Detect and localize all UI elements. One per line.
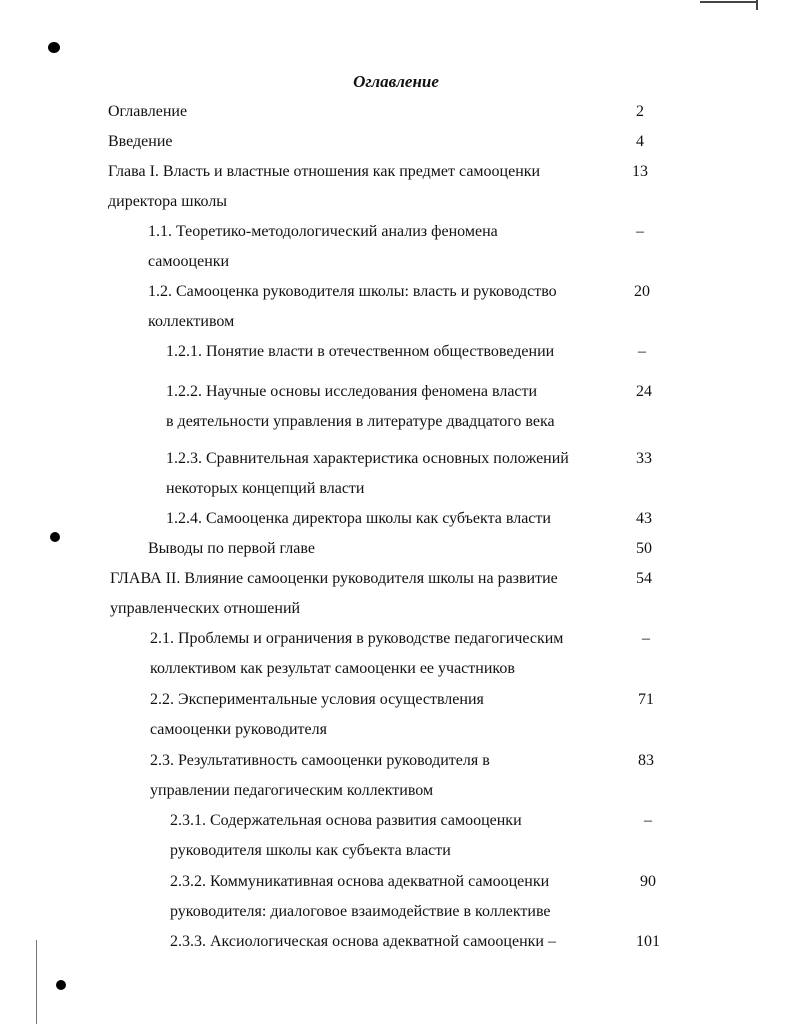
toc-entry-text: 2.3. Результативность самооценки руководителя в	[150, 752, 490, 769]
toc-entry-page: 90	[640, 873, 656, 890]
toc-entry-text: ГЛАВА II. Влияние самооценки руководителя школы на развитие	[110, 570, 558, 587]
toc-entry-text-cont: руководителя школы как субъекта власти	[170, 842, 451, 859]
toc-entry-text: Глава I. Власть и властные отношения как предмет самооценки	[108, 163, 541, 180]
toc-entry-text-cont: в деятельности управления в литературе двадцатого века	[166, 413, 555, 430]
toc-entry-text: 2.3.2. Коммуникативная основа адекватной самооценки	[170, 873, 550, 890]
toc-entry-text-cont: коллективом	[148, 313, 235, 330]
toc-entry-text-cont: управленческих отношений	[110, 600, 301, 617]
toc-entry-page: 83	[638, 752, 654, 769]
toc-title: Оглавление	[353, 72, 439, 91]
toc-entry-page: –	[638, 343, 646, 360]
toc-entry-text: 1.2. Самооценка руководителя школы: власть и руководство	[148, 283, 557, 300]
scan-spot	[48, 42, 60, 53]
toc-entry-text: Введение	[108, 133, 173, 150]
toc-entry-text-cont: некоторых концепций власти	[166, 480, 365, 497]
toc-entry-page: 33	[636, 450, 652, 467]
toc-entry-text: 2.2. Экспериментальные условия осуществления	[150, 691, 484, 708]
scan-edge-line	[700, 1, 756, 3]
scan-spot	[50, 532, 60, 542]
toc-entry-text-cont: управлении педагогическим коллективом	[150, 782, 434, 799]
toc-entry-page: 4	[636, 133, 644, 150]
toc-entry-text: 2.3.3. Аксиологическая основа адекватной самооценки –	[170, 933, 556, 950]
scan-margin-line	[36, 940, 37, 1024]
toc-entry-text: 1.2.3. Сравнительная характеристика основных положений	[166, 450, 569, 467]
scan-spot	[56, 980, 66, 990]
toc-entry-page: 50	[636, 540, 652, 557]
toc-entry-text-cont: самооценки	[148, 253, 230, 270]
toc-entry-page: 24	[636, 383, 652, 400]
toc-entry-page: 43	[636, 510, 652, 527]
toc-entry-text: 1.2.1. Понятие власти в отечественном обществоведении	[166, 343, 555, 360]
toc-entry-page: 2	[636, 103, 644, 120]
toc-entry-text: 2.3.1. Содержательная основа развития самооценки	[170, 812, 522, 829]
toc-entry-page: –	[644, 812, 652, 829]
toc-entry-text: 1.1. Теоретико-методологический анализ феномена	[148, 223, 498, 240]
toc-entry-text: 1.2.4. Самооценка директора школы как субъекта власти	[166, 510, 551, 527]
scan-edge-line	[756, 0, 758, 10]
toc-entry-page: –	[642, 630, 650, 647]
toc-entry-text: Оглавление	[108, 103, 188, 120]
toc-entry-page: –	[636, 223, 644, 240]
toc-entry-text-cont: самооценки руководителя	[150, 721, 327, 738]
toc-entry-text-cont: коллективом как результат самооценки ее участников	[150, 660, 515, 677]
toc-entry-text: 1.2.2. Научные основы исследования феномена власти	[166, 383, 538, 400]
toc-entry-page: 20	[634, 283, 650, 300]
toc-entry-page: 101	[636, 933, 660, 950]
toc-entry-text-cont: директора школы	[108, 193, 228, 210]
toc-entry-text-cont: руководителя: диалоговое взаимодействие в коллективе	[170, 903, 551, 920]
toc-entry-text: 2.1. Проблемы и ограничения в руководстве педагогическим	[150, 630, 564, 647]
toc-entry-page: 13	[632, 163, 648, 180]
toc-entry-page: 71	[638, 691, 654, 708]
toc-entry-text: Выводы по первой главе	[148, 540, 315, 557]
toc-entry-page: 54	[636, 570, 652, 587]
